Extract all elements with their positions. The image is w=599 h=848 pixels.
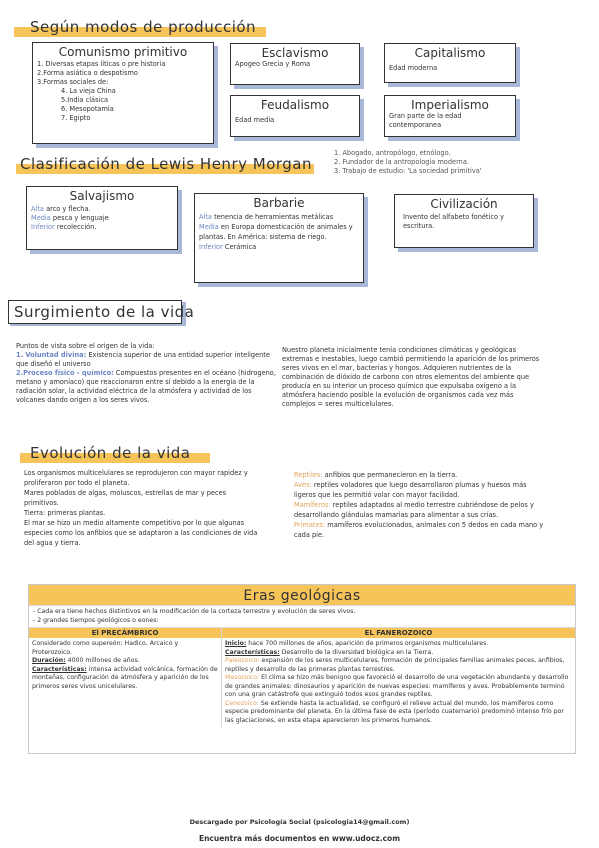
row-key: Alta: [31, 205, 44, 213]
term: Cenozoico:: [225, 699, 259, 707]
col-head-precambrico: El PRECÁMBRICO: [29, 628, 222, 638]
list-item: 2.Forma asiática o despotismo: [37, 69, 138, 77]
footer-line2[interactable]: Encuentra más documentos en www.udocz.com: [198, 834, 401, 843]
definition: 4000 millones de años.: [65, 657, 140, 664]
row-value: Cerámica: [222, 243, 257, 251]
row-key: Media: [31, 214, 51, 222]
term: Aves:: [294, 481, 312, 489]
box-capitalismo: [384, 43, 516, 83]
box-salvajismo: [26, 186, 178, 250]
precambrico-col: [29, 638, 222, 727]
box-title: Capitalismo: [414, 46, 486, 60]
fanerozoico-col: [222, 638, 575, 727]
list-item: 3.Formas sociales de:: [37, 78, 109, 86]
paragraph: [225, 657, 572, 674]
definition: mamíferos evolucionados, animales con 5 dedos en cada mano y cada pie.: [294, 521, 544, 539]
paragraph: [294, 520, 548, 540]
row-key: Inferior: [31, 223, 55, 231]
term: Primates:: [294, 521, 326, 529]
point-value: Existencia superior de una entidad superior inteligente que diseñó el universo: [16, 351, 270, 368]
box-text: Invento del alfabeto fonético y escritura.: [403, 213, 505, 230]
paragraph: Nuestro planeta inicialmente tenía condiciones climáticas y geológicas extremas e inestables, luego cambió permitiendo la aparición de los primeros seres vivos en el mar, bacterias y hongos. Adquieren nutrientes de la combinación de dióxido de carbono con otros elementos del ambiente que producía en su interior un proceso químico que expulsaba oxígeno a la atmósfera haciendo posible la evolución de organismos cada vez más complejos = seres multicelulares.: [282, 346, 540, 408]
morgan-notes: [334, 149, 482, 176]
paragraph: Tierra: primeras plantas.: [24, 509, 106, 517]
definition: reptiles voladores que luego desarrollaron plumas y huesos más ligeros que les permitió volar con mayor facilidad.: [294, 481, 527, 499]
paragraph: Los organismos multicelulares se reprodujeron con mayor rapidez y proliferaron por todo el planeta.: [24, 469, 248, 487]
row: [199, 212, 359, 222]
paragraph: [225, 640, 572, 649]
box-title: Civilización: [430, 197, 498, 211]
row: [31, 214, 173, 223]
box-imperialismo: [384, 95, 516, 137]
list-item: 5.India clásica: [61, 96, 108, 104]
paragraph: [225, 674, 572, 700]
evolucion-right: [294, 470, 548, 540]
paragraph: [294, 470, 548, 480]
row-value: recolección.: [54, 223, 97, 231]
term: Reptiles:: [294, 471, 323, 479]
eras-bullets: [29, 606, 575, 628]
paragraph: El mar se hizo un medio altamente competitivo por lo que algunas especies como los anfibios que se adaptaron a las condiciones de vida del agua y tierra.: [24, 519, 258, 547]
point-value: Compuestos presentes en el océano (hidrogeno, metano y amoníaco) que reaccionaron entre sí debido a la energía de la radiación solar, la actividad eléctrica de la atmósfera y actividad de los volcanes dando origen a los seres vivos.: [16, 369, 276, 404]
paragraph: [16, 369, 278, 405]
row: [31, 223, 173, 232]
section-title-surgimiento: Surgimiento de la vida: [14, 303, 195, 321]
point-key: 1. Voluntad divina:: [16, 351, 87, 359]
definition: expansión de los seres multicelulares, formación de principales familias animales peces, anfibios, reptiles y desarrollo de las primeras plantas terrestres.: [225, 657, 565, 673]
box-title: Salvajismo: [69, 189, 135, 203]
list-item: 1. Diversas etapas líticas o pre historia: [37, 60, 166, 68]
point-key: 2.Proceso físico - químico:: [16, 369, 114, 377]
section-title-modos: Según modos de producción: [30, 18, 257, 36]
eras-header: [29, 585, 575, 606]
definition: Desarrollo de la diversidad biológica en la Tierra.: [279, 648, 434, 656]
bullet: - Cada era tiene hechos distintivos en la modificación de la corteza terrestre y evolución de seres vivos.: [33, 608, 356, 615]
row-value: en Europa domesticación de animales y plantas. En América: sistema de riego.: [199, 223, 353, 241]
bullet: - 2 grandes tiempos geológicos o eones:: [33, 616, 159, 624]
box-comunismo: [32, 42, 214, 144]
row-key: Alta: [199, 213, 212, 221]
definition: Considerado como supereón: Hadico, Arcaico y Proterozoico.: [32, 640, 179, 656]
section-title-evolucion: Evolución de la vida: [30, 444, 191, 462]
box-title: Barbarie: [253, 196, 305, 210]
box-text: Gran parte de la edad contemporanea: [389, 112, 462, 129]
row-value: pesca y lenguaje: [50, 214, 109, 222]
paragraph: [225, 649, 572, 658]
definition: anfibios que permanecieron en la tierra.: [322, 471, 458, 479]
box-esclavismo: [230, 43, 360, 85]
row-value: tenencia de herramientas metálicas: [211, 213, 334, 221]
paragraph: [32, 657, 218, 666]
paragraph: [32, 640, 218, 657]
eras-table: [28, 584, 576, 754]
term: Características:: [32, 665, 87, 673]
term: Inicio:: [225, 640, 247, 647]
paragraph: [32, 666, 218, 692]
note-item: 3. Trabajo de estudio: 'La sociedad primitiva': [334, 167, 482, 175]
section-title-morgan: Clasificación de Lewis Henry Morgan: [20, 155, 312, 173]
row-value: arco y flecha.: [43, 205, 91, 213]
row: [199, 242, 359, 252]
paragraph: Mares poblados de algas, moluscos, estrellas de mar y peces primitivos.: [24, 489, 227, 507]
box-text: Apogeo Grecia y Roma: [235, 60, 311, 68]
eras-title: Eras geológicas: [243, 588, 361, 604]
paragraph: [16, 351, 278, 369]
note-item: 2. Fundador de la antropología moderna.: [334, 158, 469, 166]
box-title: Imperialismo: [411, 98, 489, 112]
row: [199, 222, 359, 242]
definition: El clima se hizo más benigno que favoreció el desarrollo de una vegetación abundante y desarrollo de grandes animales: dinosaurios y aparición de nuevas especies: mamíferos y aves. Probablemente terminó con una gran catástrofe que extinguió todos esos grandes reptiles.: [225, 674, 569, 698]
box-civilizacion: [394, 194, 534, 248]
row-key: Inferior: [199, 243, 223, 251]
box-barbarie: [194, 193, 364, 283]
definition: hace 700 millones de años, aparición de primeros organismos multicelulares.: [246, 640, 489, 647]
term: Mesozoico:: [225, 674, 260, 681]
paragraph: [294, 480, 548, 500]
definition: reptiles adaptados al medio terrestre cubriéndose de pelos y desarrollando glándulas mamarias para alimentar a sus crías.: [294, 501, 534, 519]
term: Duración:: [32, 657, 66, 664]
evolucion-left: [24, 468, 262, 548]
box-feudalismo: [230, 95, 360, 137]
paragraph: [225, 700, 572, 726]
box-title: Feudalismo: [260, 98, 330, 112]
surgimiento-right: [282, 346, 544, 409]
term: Mamíferos:: [294, 501, 331, 509]
box-title: Comunismo primitivo: [58, 45, 188, 59]
surgimiento-left: [16, 342, 278, 405]
definition: Se extiende hasta la actualidad, se configuró el relieve actual del mundo, los mamíferos como especie predominante del planeta. En la última fase de esta (período cuaternario) predominó intenso frío por las glaciaciones, en esta etapa aparecieron los primeros humanos.: [225, 699, 564, 724]
definition: intensa actividad volcánica, formación de montañas, configuración de atmósfera y aparición de los primeros seres vivos unicelulares.: [32, 665, 218, 690]
paragraph: Puntos de vista sobre el origen de la vida:: [16, 342, 155, 350]
box-title: Esclavismo: [261, 46, 329, 60]
box-text: Edad moderna: [389, 64, 438, 72]
term: Paleozoico:: [225, 657, 260, 664]
col-head-fanerozoico: EL FANEROZOICO: [364, 629, 433, 637]
term: Características:: [225, 648, 280, 656]
box-text: Edad media: [235, 116, 275, 124]
list-item: 6. Mesopotamia: [61, 105, 114, 113]
list-item: 7. Egipto: [61, 114, 91, 122]
note-item: 1. Abogado, antropólogo, etnólogo.: [334, 149, 451, 157]
footer-line1: Descargado por Psicología Social (psicologia14@gmail.com): [189, 818, 410, 826]
row-key: Media: [199, 223, 219, 231]
list-item: 4. La vieja China: [61, 87, 116, 95]
paragraph: [294, 500, 548, 520]
row: [31, 205, 173, 214]
